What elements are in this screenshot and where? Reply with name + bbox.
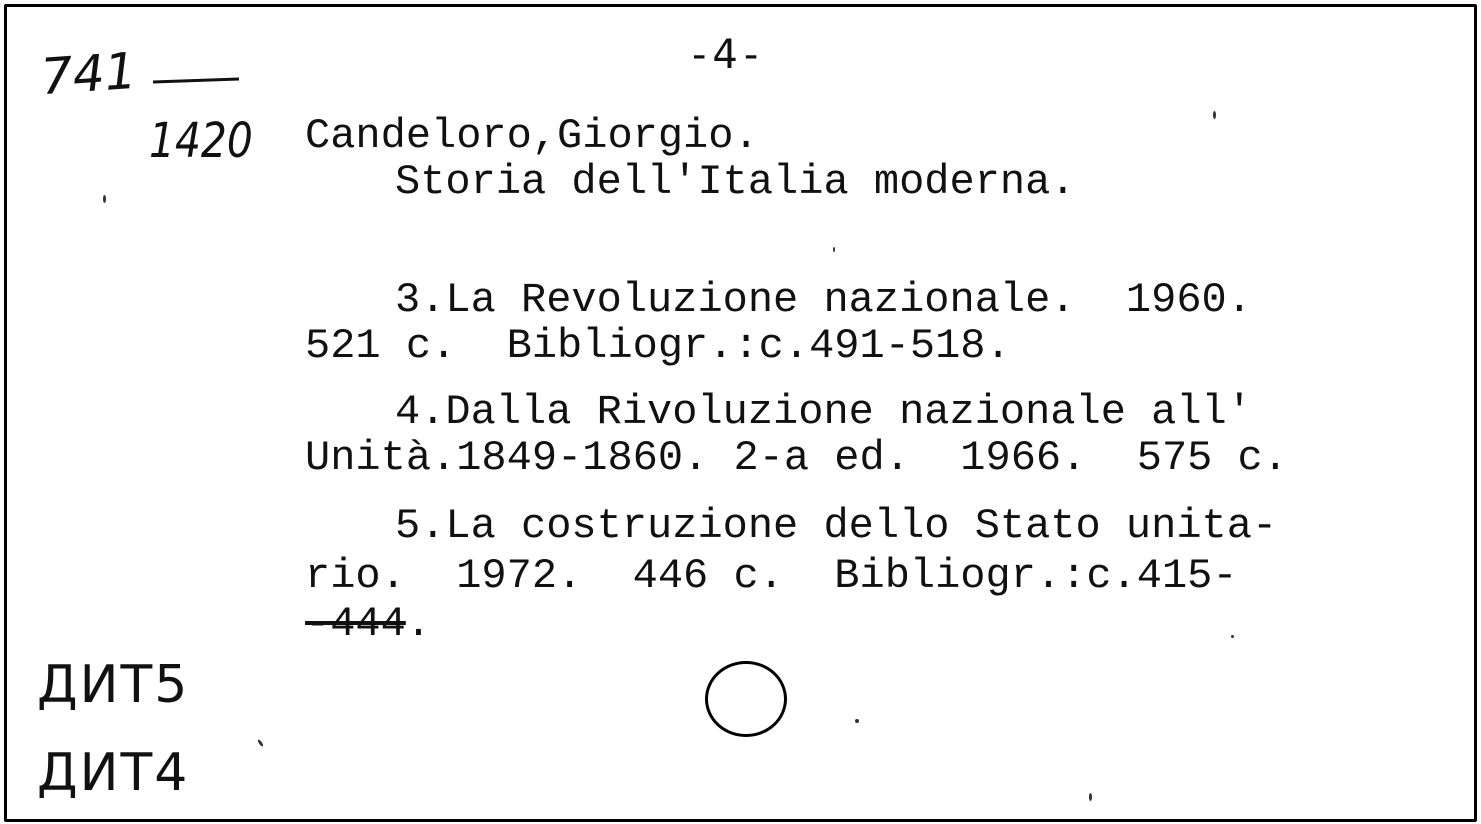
punch-hole	[705, 661, 787, 737]
scan-speck	[1089, 793, 1092, 801]
volume-5-line-2: rio. 1972. 446 c. Bibliogr.:c.415-	[305, 552, 1238, 600]
scan-speck	[833, 247, 835, 252]
struck-page-range: -444	[305, 600, 406, 648]
location-mark-1: ДИТ5	[37, 655, 190, 715]
scan-speck	[1231, 635, 1234, 638]
scan-speck	[257, 739, 264, 747]
call-number-top: 741	[39, 41, 139, 107]
scan-speck	[103, 195, 106, 203]
page-marker: -4-	[692, 32, 765, 78]
volume-4-line-1: 4.Dalla Rivoluzione nazionale all'	[395, 388, 1252, 436]
call-number-bottom: 1420	[149, 113, 253, 169]
volume-4-line-2: Unità.1849-1860. 2-a ed. 1966. 575 c.	[305, 434, 1288, 482]
author-line: Candeloro,Giorgio.	[305, 112, 759, 160]
catalog-card	[4, 4, 1477, 822]
line-end-period: .	[405, 600, 432, 648]
call-number-divider	[153, 78, 239, 84]
volume-5-line-1: 5.La costruzione dello Stato unita-	[395, 502, 1278, 550]
location-mark-2: ДИТ4	[37, 743, 190, 803]
volume-3-line-2: 521 c. Bibliogr.:c.491-518.	[305, 322, 1011, 370]
title-line: Storia dell'Italia moderna.	[395, 158, 1076, 206]
scan-speck	[1213, 111, 1216, 119]
volume-5-line-3	[305, 600, 432, 648]
volume-3-line-1: 3.La Revoluzione nazionale. 1960.	[395, 276, 1252, 324]
scan-speck	[855, 719, 859, 723]
